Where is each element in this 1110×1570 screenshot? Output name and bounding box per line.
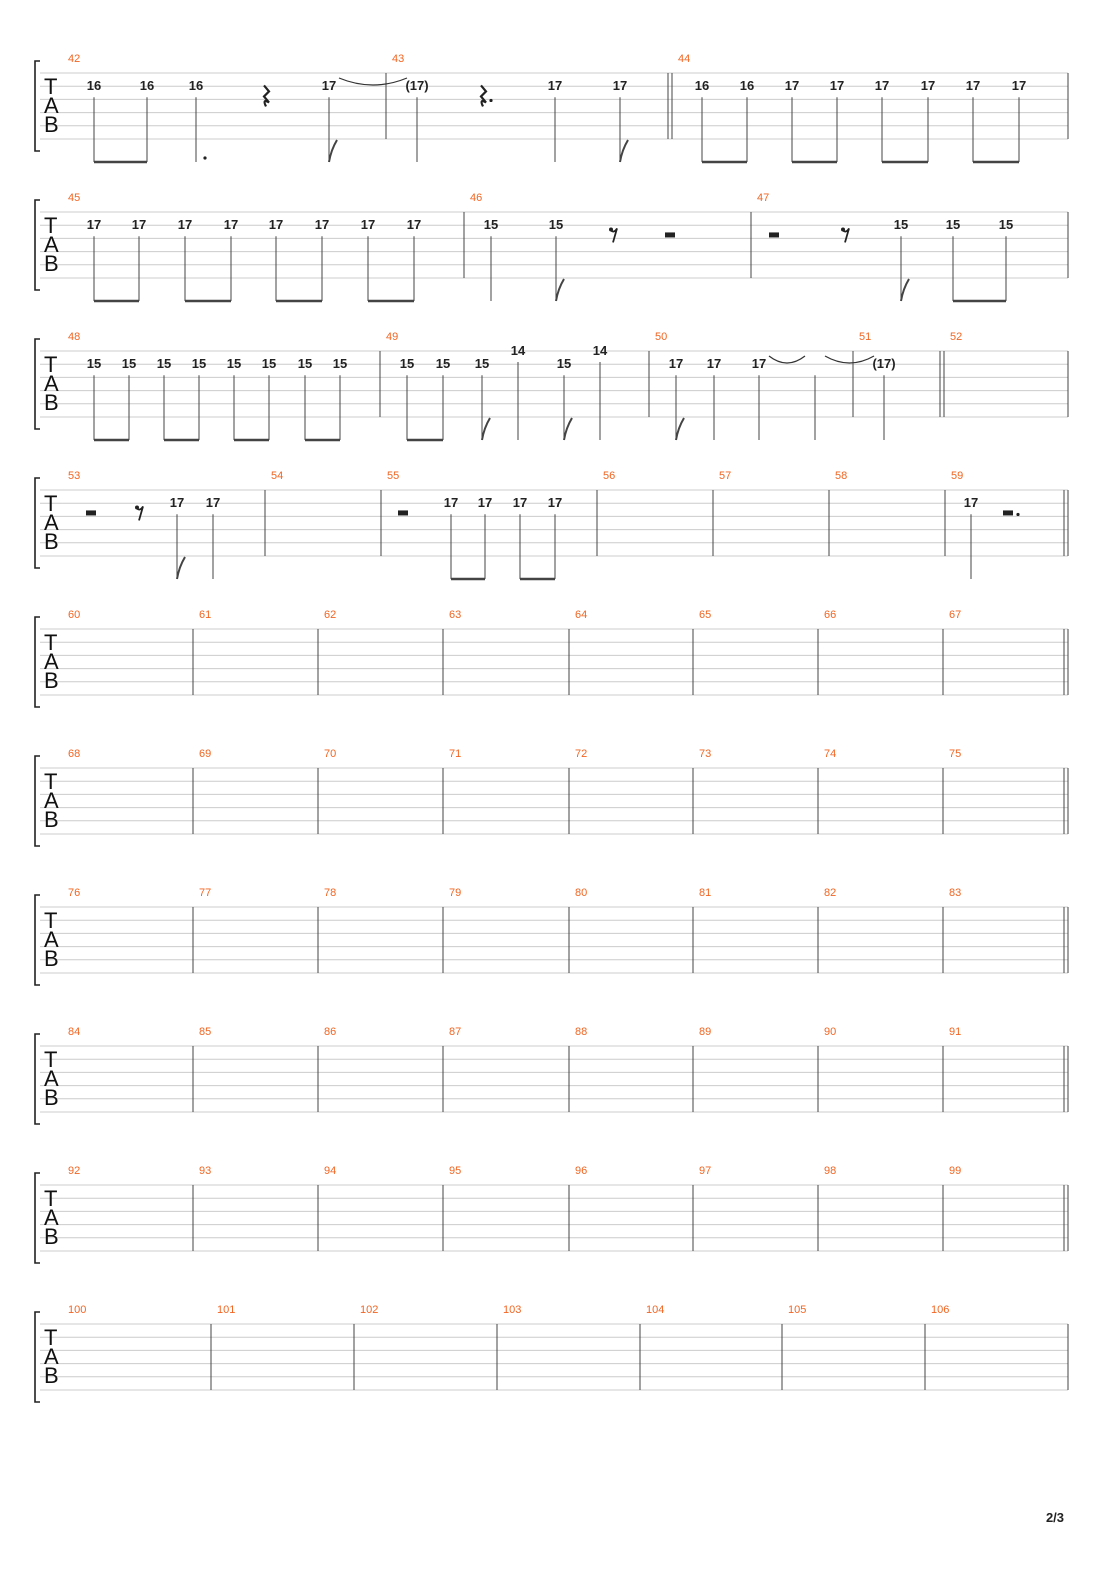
- fret-number: 15: [86, 356, 102, 372]
- measure-number: 43: [392, 53, 405, 65]
- fret-number: 17: [612, 78, 628, 94]
- measure-number: 83: [949, 887, 962, 899]
- fret-number: 15: [156, 356, 172, 372]
- fret-number: 14: [592, 343, 608, 358]
- note-dot: [203, 156, 206, 159]
- measure-number: 90: [824, 1026, 837, 1038]
- measure-number: 51: [859, 331, 872, 343]
- tab-clef-letter: B: [44, 251, 59, 276]
- measure-number: 82: [824, 887, 837, 899]
- system-bracket: [35, 478, 40, 568]
- note-flag: [901, 279, 909, 301]
- tab-clef-letter: T: [44, 1186, 58, 1211]
- measure-number: 95: [449, 1165, 462, 1177]
- fret-number: 17: [963, 495, 979, 511]
- fret-number: 15: [435, 356, 451, 372]
- note-flag: [676, 418, 684, 440]
- fret-number: 17: [920, 78, 936, 94]
- quarter-rest: [264, 85, 269, 106]
- fret-number: 17: [668, 356, 684, 372]
- measure-number: 89: [699, 1026, 712, 1038]
- system-bracket: [35, 1312, 40, 1402]
- fret-number: 17: [965, 78, 981, 94]
- tie: [339, 78, 407, 85]
- tab-clef-letter: B: [44, 529, 59, 554]
- fret-number: 17: [512, 495, 528, 511]
- quarter-rest: [481, 85, 486, 106]
- measure-number: 77: [199, 887, 212, 899]
- tab-system: [35, 748, 1068, 846]
- measure-number: 65: [699, 609, 712, 621]
- tab-clef-letter: T: [44, 491, 58, 516]
- system-bracket: [35, 895, 40, 985]
- tie: [769, 356, 805, 363]
- measure-number: 72: [575, 748, 588, 760]
- tab-clef-letter: A: [44, 510, 59, 535]
- fret-number: 17: [706, 356, 722, 372]
- tab-clef-letter: T: [44, 1325, 58, 1350]
- fret-number: 17: [321, 78, 337, 94]
- measure-number: 73: [699, 748, 712, 760]
- tab-clef-letter: A: [44, 1205, 59, 1230]
- measure-number: 80: [575, 887, 588, 899]
- fret-number: 15: [945, 217, 961, 233]
- measure-number: 61: [199, 609, 212, 621]
- measure-number: 62: [324, 609, 337, 621]
- fret-number: 14: [510, 343, 526, 358]
- tab-clef-letter: A: [44, 649, 59, 674]
- tab-clef-letter: T: [44, 769, 58, 794]
- fret-number: 17: [268, 217, 284, 233]
- system-bracket: [35, 617, 40, 707]
- tab-clef-letter: A: [44, 1344, 59, 1369]
- fret-number: 15: [483, 217, 499, 233]
- eighth-rest-dot: [841, 227, 845, 231]
- fret-number: 17: [177, 217, 193, 233]
- fret-number: 17: [314, 217, 330, 233]
- note-flag: [620, 140, 628, 162]
- measure-number: 63: [449, 609, 462, 621]
- measure-number: 58: [835, 470, 848, 482]
- fret-number: 17: [223, 217, 239, 233]
- fret-number: 15: [191, 356, 207, 372]
- fret-number: 15: [399, 356, 415, 372]
- note-flag: [177, 557, 185, 579]
- fret-number: 16: [139, 78, 155, 94]
- measure-number: 103: [503, 1304, 522, 1316]
- measure-number: 79: [449, 887, 462, 899]
- measure-number: 78: [324, 887, 337, 899]
- measure-number: 69: [199, 748, 212, 760]
- fret-number: 15: [893, 217, 909, 233]
- tab-clef-letter: T: [44, 352, 58, 377]
- measure-number: 74: [824, 748, 837, 760]
- measure-number: 64: [575, 609, 588, 621]
- fret-number: 17: [169, 495, 185, 511]
- tab-clef-letter: T: [44, 630, 58, 655]
- fret-number: 17: [547, 78, 563, 94]
- fret-number: 16: [86, 78, 102, 94]
- fret-number: 17: [443, 495, 459, 511]
- fret-number: 17: [751, 356, 767, 372]
- system-bracket: [35, 61, 40, 151]
- measure-number: 102: [360, 1304, 379, 1316]
- measure-number: 70: [324, 748, 337, 760]
- tab-clef-letter: T: [44, 74, 58, 99]
- note-flag: [564, 418, 572, 440]
- fret-number: 17: [131, 217, 147, 233]
- measure-number: 101: [217, 1304, 236, 1316]
- measure-number: 86: [324, 1026, 337, 1038]
- fret-number: 17: [1011, 78, 1027, 94]
- fret-number: 15: [297, 356, 313, 372]
- measure-number: 47: [757, 192, 770, 204]
- fret-number: 15: [226, 356, 242, 372]
- half-rest: [769, 232, 779, 237]
- tab-clef-letter: B: [44, 807, 59, 832]
- tab-clef-letter: A: [44, 371, 59, 396]
- measure-number: 57: [719, 470, 732, 482]
- measure-number: 100: [68, 1304, 87, 1316]
- measure-number: 46: [470, 192, 483, 204]
- tab-clef-letter: B: [44, 1085, 59, 1110]
- measure-number: 71: [449, 748, 462, 760]
- measure-number: 76: [68, 887, 81, 899]
- measure-number: 99: [949, 1165, 962, 1177]
- tab-clef-letter: A: [44, 927, 59, 952]
- tab-system: [35, 331, 1068, 440]
- tab-system: [35, 1026, 1068, 1124]
- measure-number: 84: [68, 1026, 81, 1038]
- system-bracket: [35, 1034, 40, 1124]
- tab-clef-letter: T: [44, 1047, 58, 1072]
- fret-number: 17: [784, 78, 800, 94]
- fret-number: 15: [121, 356, 137, 372]
- note-flag: [329, 140, 337, 162]
- fret-number: 17: [360, 217, 376, 233]
- system-bracket: [35, 200, 40, 290]
- measure-number: 44: [678, 53, 691, 65]
- fret-number: 17: [829, 78, 845, 94]
- half-rest: [398, 510, 408, 515]
- fret-number: 15: [474, 356, 490, 372]
- tab-clef-letter: B: [44, 946, 59, 971]
- measure-number: 104: [646, 1304, 665, 1316]
- fret-number: 15: [556, 356, 572, 372]
- half-rest: [1003, 510, 1013, 515]
- tab-clef-letter: B: [44, 1363, 59, 1388]
- measure-number: 96: [575, 1165, 588, 1177]
- measure-number: 45: [68, 192, 81, 204]
- fret-number: 17: [547, 495, 563, 511]
- measure-number: 105: [788, 1304, 807, 1316]
- fret-number: (17): [872, 356, 896, 372]
- tab-system: [35, 1165, 1068, 1263]
- fret-number: 17: [205, 495, 221, 511]
- tab-clef-letter: B: [44, 390, 59, 415]
- measure-number: 81: [699, 887, 712, 899]
- fret-number: 17: [406, 217, 422, 233]
- measure-number: 91: [949, 1026, 962, 1038]
- rest-dot: [1016, 513, 1019, 516]
- tab-clef-letter: A: [44, 788, 59, 813]
- system-bracket: [35, 1173, 40, 1263]
- measure-number: 54: [271, 470, 284, 482]
- measure-number: 59: [951, 470, 964, 482]
- tab-clef-letter: T: [44, 908, 58, 933]
- measure-number: 93: [199, 1165, 212, 1177]
- note-flag: [556, 279, 564, 301]
- measure-number: 53: [68, 470, 81, 482]
- measure-number: 49: [386, 331, 399, 343]
- tab-system: [35, 53, 1068, 162]
- fret-number: 17: [86, 217, 102, 233]
- fret-number: 15: [261, 356, 277, 372]
- measure-number: 52: [950, 331, 963, 343]
- rest-dot: [489, 99, 492, 102]
- tab-clef-letter: A: [44, 93, 59, 118]
- half-rest: [665, 232, 675, 237]
- measure-number: 87: [449, 1026, 462, 1038]
- measure-number: 50: [655, 331, 668, 343]
- tab-system: [35, 1304, 1068, 1402]
- tab-system: [35, 887, 1068, 985]
- measure-number: 66: [824, 609, 837, 621]
- measure-number: 94: [324, 1165, 337, 1177]
- measure-number: 42: [68, 53, 81, 65]
- measure-number: 60: [68, 609, 81, 621]
- system-bracket: [35, 339, 40, 429]
- measure-number: 92: [68, 1165, 81, 1177]
- tab-clef-letter: B: [44, 112, 59, 137]
- measure-number: 97: [699, 1165, 712, 1177]
- tie: [825, 356, 874, 363]
- tab-clef-letter: A: [44, 232, 59, 257]
- tab-clef-letter: A: [44, 1066, 59, 1091]
- measure-number: 67: [949, 609, 962, 621]
- eighth-rest-dot: [135, 505, 139, 509]
- half-rest: [86, 510, 96, 515]
- fret-number: 17: [477, 495, 493, 511]
- tab-system: [35, 609, 1068, 707]
- fret-number: 16: [739, 78, 755, 94]
- measure-number: 88: [575, 1026, 588, 1038]
- fret-number: 15: [998, 217, 1014, 233]
- system-bracket: [35, 756, 40, 846]
- tab-clef-letter: T: [44, 213, 58, 238]
- fret-number: (17): [405, 78, 429, 94]
- page-number: 2/3: [1045, 1510, 1065, 1525]
- measure-number: 48: [68, 331, 81, 343]
- fret-number: 15: [548, 217, 564, 233]
- fret-number: 16: [694, 78, 710, 94]
- note-flag: [482, 418, 490, 440]
- tab-system: [35, 192, 1068, 301]
- measure-number: 56: [603, 470, 616, 482]
- tab-clef-letter: B: [44, 1224, 59, 1249]
- measure-number: 98: [824, 1165, 837, 1177]
- measure-number: 106: [931, 1304, 950, 1316]
- eighth-rest-dot: [609, 227, 613, 231]
- tab-system: [35, 470, 1068, 579]
- measure-number: 55: [387, 470, 400, 482]
- measure-number: 85: [199, 1026, 212, 1038]
- measure-number: 68: [68, 748, 81, 760]
- tab-clef-letter: B: [44, 668, 59, 693]
- measure-number: 75: [949, 748, 962, 760]
- fret-number: 16: [188, 78, 204, 94]
- fret-number: 17: [874, 78, 890, 94]
- fret-number: 15: [332, 356, 348, 372]
